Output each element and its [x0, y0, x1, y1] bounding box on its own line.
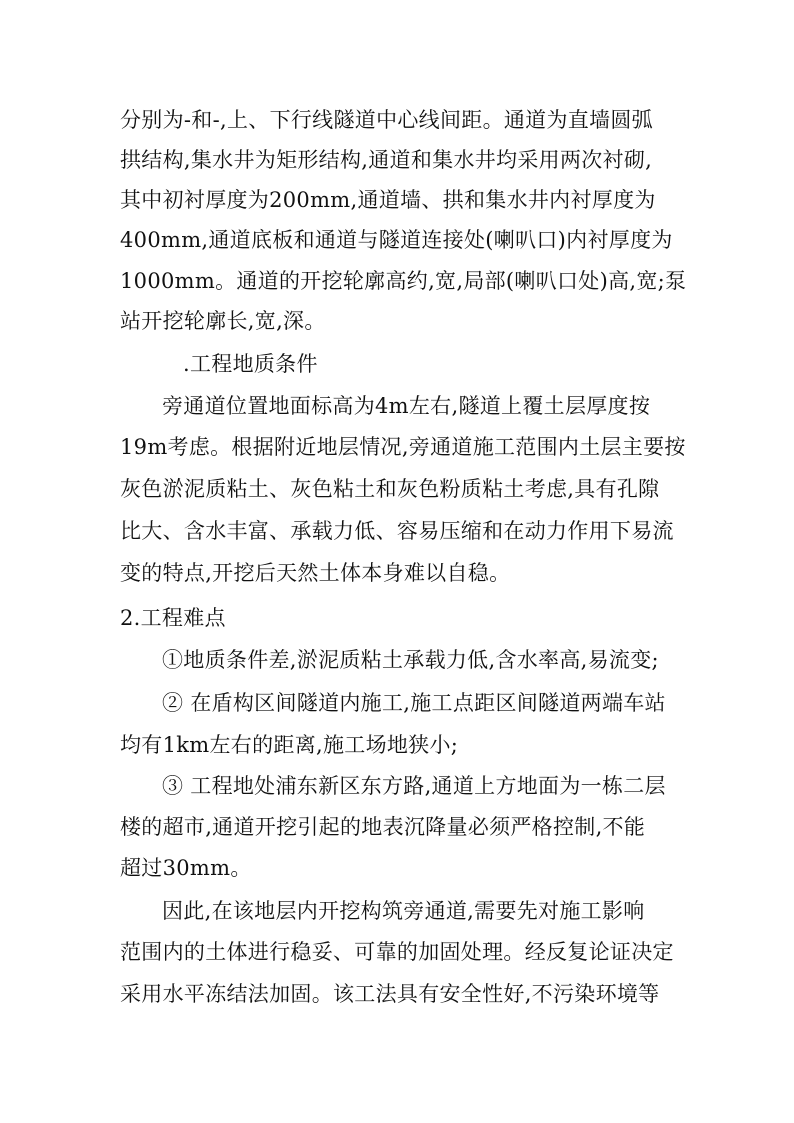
section-heading-difficulty: 2.工程难点: [120, 606, 226, 630]
list-item-continued: 楼的超市,通道开挖引起的地表沉降量必须严格控制,不能: [120, 815, 646, 839]
paragraph-line: 400mm,通道底板和通道与隧道连接处(喇叭口)内衬厚度为: [120, 228, 673, 252]
paragraph-line: 站开挖轮廓长,宽,深。: [120, 309, 326, 333]
paragraph-line: 变的特点,开挖后天然土体本身难以自稳。: [120, 561, 511, 585]
list-item-continued: 超过30mm。: [120, 856, 252, 880]
paragraph-line: 因此,在该地层内开挖构筑旁通道,需要先对施工影响: [162, 899, 645, 923]
paragraph-line: 分别为-和-,上、下行线隧道中心线间距。通道为直墙圆弧: [120, 108, 653, 132]
paragraph-line: 采用水平冻结法加固。该工法具有安全性好,不污染环境等: [120, 982, 660, 1006]
list-item: ①地质条件差,淤泥质粘土承载力低,含水率高,易流变;: [162, 648, 659, 672]
paragraph-line: 比大、含水丰富、承载力低、容易压缩和在动力作用下易流: [120, 519, 674, 543]
list-item-continued: 均有1km左右的距离,施工场地狭小;: [120, 733, 459, 757]
section-heading-geology: .工程地质条件: [183, 352, 318, 376]
paragraph-line: 1000mm。通道的开挖轮廓高约,宽,局部(喇叭口处)高,宽;泵: [120, 269, 687, 293]
paragraph-line: 旁通道位置地面标高为4m左右,隧道上覆土层厚度按: [162, 394, 651, 418]
paragraph-line: 拱结构,集水井为矩形结构,通道和集水井均采用两次衬砌,: [120, 148, 653, 172]
paragraph-line: 范围内的土体进行稳妥、可靠的加固处理。经反复论证决定: [120, 940, 674, 964]
list-item: ② 在盾构区间隧道内施工,施工点距区间隧道两端车站: [162, 691, 666, 715]
paragraph-line: 19m考虑。根据附近地层情况,旁通道施工范围内土层主要按: [120, 435, 686, 459]
paragraph-line: 灰色淤泥质粘土、灰色粘土和灰色粉质粘土考虑,具有孔隙: [120, 477, 660, 501]
paragraph-line: 其中初衬厚度为200mm,通道墙、拱和集水井内衬厚度为: [120, 188, 656, 212]
list-item: ③ 工程地处浦东新区东方路,通道上方地面为一栋二层: [162, 774, 666, 798]
